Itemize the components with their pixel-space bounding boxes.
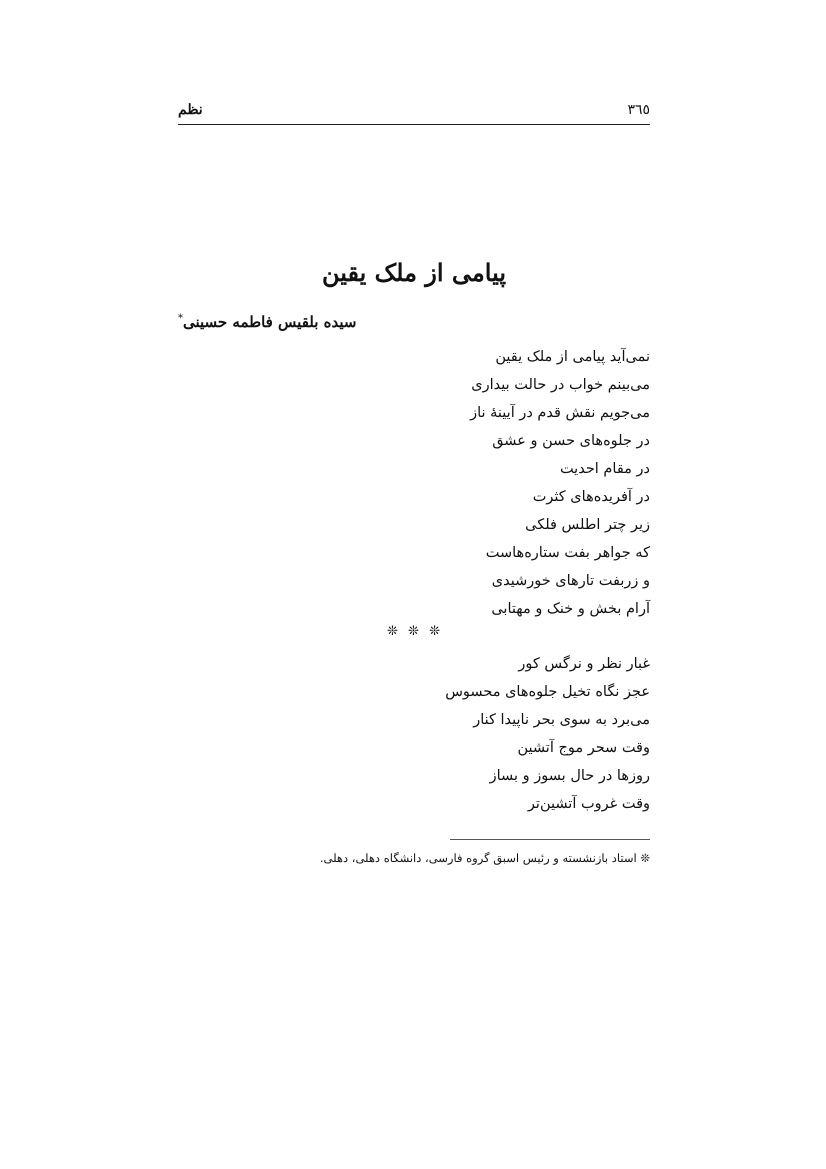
author-name-text: سیده بلقیس فاطمه حسینی bbox=[183, 313, 357, 331]
verse-line: و زربفت تارهای خورشیدی bbox=[491, 573, 650, 589]
verse-line: می‌جویم نقش قدم در آیینهٔ ناز bbox=[470, 405, 650, 421]
verse-line: آرام بخش و خنک و مهتابی bbox=[491, 601, 650, 617]
verse-line: در آفریده‌های کثرت bbox=[532, 489, 650, 505]
poem-title: پیامی از ملک یقین bbox=[321, 258, 507, 287]
verse-line: که جواهر بفت ستاره‌هاست bbox=[485, 545, 650, 561]
footnote-divider bbox=[450, 839, 650, 840]
verse-line: وقت سحر موج آتشین bbox=[517, 740, 650, 756]
verse-line: غبار نظر و نرگس کور bbox=[518, 656, 650, 672]
section-name: نظم bbox=[178, 102, 203, 118]
verse-line: در جلوه‌های حسن و عشق bbox=[492, 433, 650, 449]
verse-line: عجز نگاه تخیل جلوه‌های محسوس bbox=[445, 684, 650, 700]
verse-line: نمی‌آید پیامی از ملک یقین bbox=[495, 349, 650, 365]
verse-line: می‌برد به سوی بحر ناپیدا کنار bbox=[473, 712, 650, 728]
verse-line: وقت غروب آتشین‌تر bbox=[527, 796, 650, 812]
footnote: ❊ استاد بازنشسته و رئیس اسبق گروه فارسی، دانشگاه دهلی، دهلی. bbox=[319, 851, 650, 865]
footnote-marker: * bbox=[178, 313, 183, 324]
page-number: ۳٦٥ bbox=[627, 102, 650, 118]
running-header bbox=[178, 100, 650, 125]
verse-line: در مقام احدیت bbox=[559, 461, 650, 477]
stanza-separator: ❊ ❊ ❊ bbox=[387, 624, 443, 639]
author-name bbox=[178, 313, 356, 331]
stanza-1 bbox=[250, 343, 650, 623]
verse-line: روزها در حال بسوز و بساز bbox=[489, 768, 650, 784]
stanza-2 bbox=[250, 650, 650, 818]
verse-line: می‌بینم خواب در حالت بیداری bbox=[471, 377, 650, 393]
verse-line: زیر چتر اطلس فلکی bbox=[525, 517, 650, 533]
